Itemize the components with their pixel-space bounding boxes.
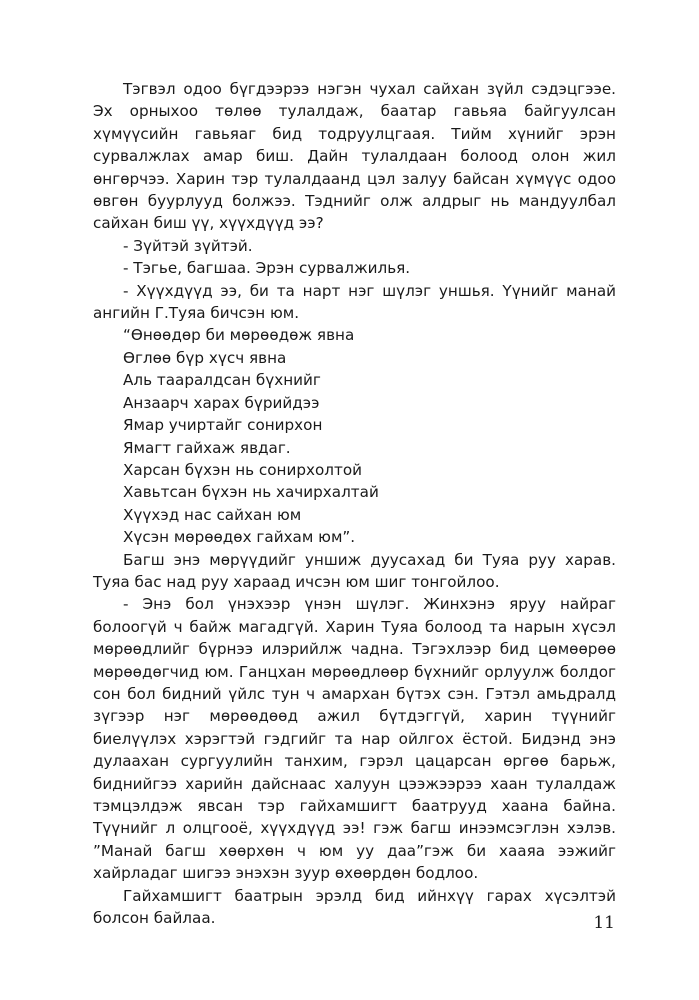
poem-line: Ямагт гайхаж явдаг. xyxy=(123,438,291,457)
body-text xyxy=(93,78,616,929)
poem-line: Өглөө бүр хүсч явна xyxy=(123,348,287,367)
paragraph-dialogue: - Энэ бол үнэхээр үнэн шүлэг. Жинхэнэ яруу найраг болоогүй ч байж магадгүй. Харин Туяа болоод та нарын хүсэл мөрөөдлийг бүрнээ илэрийлж чадна. Тэгэхлээр бид цөмөөрөө мөрөөдөгчид юм. Ганцхан мөрөөдлөөр бүхнийг орлуулж болдог сон бол бидний үйлс тун ч амархан бүтэх сэн. Гэтэл амьдралд зүгээр нэг мөрөөдөөд ажил бүтдэггүй, харин түүнийг биелүүлэх хэрэгтэй гэдгийг та нар ойлгох ёстой. Бидэнд энэ дулаахан сургуулийн танхим, гэрэл цацарсан өргөө барьж, биднийгээ харийн дайснаас халуун цээжээрээ хаан тулалдаж тэмцэлдэж явсан тэр гайхамшигт баатрууд хаана байна. Түүнийг л олцгооё, хүүхдүүд ээ! гэж багш инээмсэглэн хэлэв. ”Манай багш хөөрхөн ч юм уу даа”гэж би хааяа ээжийг хайрладаг шигээ энэхэн зуур өхөөрдөн бодлоо. xyxy=(93,595,616,883)
poem-line: Ямар учиртайг сонирхон xyxy=(123,416,323,435)
poem-line: Анзаарч харах бүрийдээ xyxy=(123,393,320,412)
poem-line: Харсан бүхэн нь сонирхолтой xyxy=(123,460,362,479)
poem-line: Хүсэн мөрөөдөх гайхам юм”. xyxy=(123,528,356,547)
poem-line: “Өнөөдөр би мөрөөдөж явна xyxy=(123,326,355,345)
poem-line: Хүүхэд нас сайхан юм xyxy=(123,505,302,524)
dialogue-line: - Зүйтэй зүйтэй. xyxy=(123,236,253,255)
poem-line: Аль таарал​дсан бүхнийг xyxy=(123,371,321,390)
paragraph-intro: Тэгвэл одоо бүгдээрээ нэгэн чухал сайхан зүйл сэдэцгээе. Эх орныхоо төлөө тулалдаж, баатар гавьяа байгуулсан хүмүүсийн гавьяаг бид тодруулцгаая. Тийм хүнийг эрэн сурвалжлах амар биш. Дайн тулалдаан болоод олон жил өнгөрчээ. Харин тэр тулалдаанд цэл залуу байсан хүмүүс одоо өвгөн буурлууд болжээ. Тэднийг олж алдрыг нь мандуулбал сайхан биш үү, хүүхдүүд ээ? xyxy=(93,80,616,233)
page-number: 11 xyxy=(593,913,615,933)
paragraph-closing: Гайхамшигт баатрын эрэлд бид ийнхүү гарах хүсэлтэй болсон байлаа. xyxy=(93,886,616,928)
poem xyxy=(93,324,616,548)
poem-line: Хавьтсан бүхэн нь хачирхалтай xyxy=(123,483,379,502)
dialogue-line: - Тэгье, багшаа. Эрэн сурвалжилья. xyxy=(123,259,411,278)
dialogue-line: - Хүүхдүүд ээ, би та нарт нэг шүлэг уншья. Үүнийг манай ангийн Г.Туяа бичсэн юм. xyxy=(93,281,616,323)
paragraph: Багш энэ мөрүүдийг уншиж дуусахад би Туяа руу харав. Туяа бас над руу хараад ичсэн юм шиг тонгойлоо. xyxy=(93,550,616,591)
